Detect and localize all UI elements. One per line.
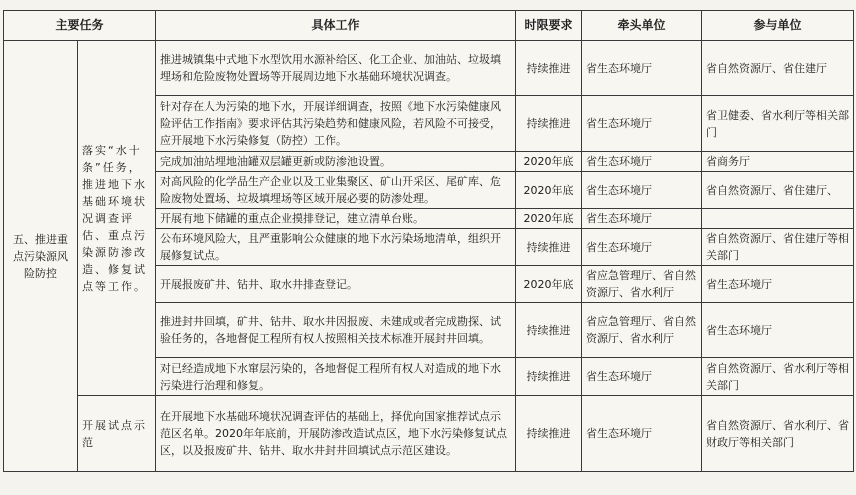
lead-cell: 省生态环境厅 (582, 229, 702, 266)
participants-cell: 省自然资源厅、省住建厅 (702, 41, 854, 96)
work-cell: 对高风险的化学品生产企业以及工业集聚区、矿山开采区、尾矿库、危险废物处置场、垃圾填埋场等区域开展必要的防渗处理。 (156, 172, 516, 209)
header-participants: 参与单位 (702, 11, 854, 41)
header-row (4, 11, 854, 41)
participants-cell: 省生态环境厅 (702, 266, 854, 303)
lead-cell: 省生态环境厅 (582, 396, 702, 472)
deadline-cell: 持续推进 (516, 358, 582, 396)
deadline-cell: 持续推进 (516, 229, 582, 266)
deadline-cell: 2020年底 (516, 209, 582, 229)
participants-cell: 省商务厅 (702, 152, 854, 172)
deadline-cell: 2020年底 (516, 172, 582, 209)
participants-cell: 省自然资源厅、省住建厅等相关部门 (702, 229, 854, 266)
deadline-cell: 2020年底 (516, 266, 582, 303)
header-lead: 牵头单位 (582, 11, 702, 41)
deadline-cell: 持续推进 (516, 303, 582, 358)
subtask-cell: 开展试点示范 (78, 396, 156, 472)
lead-cell: 省生态环境厅 (582, 209, 702, 229)
header-work: 具体工作 (156, 11, 516, 41)
work-cell: 对已经造成地下水窜层污染的，各地督促工程所有权人对造成的地下水污染进行治理和修复。 (156, 358, 516, 396)
participants-cell: 省自然资源厅、省水利厅、省财政厅等相关部门 (702, 396, 854, 472)
participants-cell: 省自然资源厅、省水利厅等相关部门 (702, 358, 854, 396)
deadline-cell: 2020年底 (516, 152, 582, 172)
header-task: 主要任务 (4, 11, 156, 41)
lead-cell: 省生态环境厅 (582, 172, 702, 209)
lead-cell: 省生态环境厅 (582, 96, 702, 152)
lead-cell: 省生态环境厅 (582, 358, 702, 396)
participants-cell: 省卫健委、省水利厅等相关部门 (702, 96, 854, 152)
subtask-cell: 落实“水十条”任务，推进地下水基础环境状况调查评估、重点污染源防渗改造、修复试点等工作。 (78, 41, 156, 396)
task-table (3, 10, 854, 472)
table-row (4, 396, 854, 472)
work-cell: 针对存在人为污染的地下水，开展详细调查，按照《地下水污染健康风险评估工作指南》要求评估其污染趋势和健康风险，若风险不可接受，应开展地下水污染修复（防控）工作。 (156, 96, 516, 152)
work-cell: 完成加油站埋地油罐双层罐更新或防渗池设置。 (156, 152, 516, 172)
lead-cell: 省生态环境厅 (582, 152, 702, 172)
main-task-cell: 五、推进重点污染源风险防控 (4, 41, 78, 472)
work-cell: 公布环境风险大，且严重影响公众健康的地下水污染场地清单，组织开展修复试点。 (156, 229, 516, 266)
lead-cell: 省应急管理厅、省自然资源厅、省水利厅 (582, 266, 702, 303)
work-cell: 开展有地下储罐的重点企业摸排登记，建立清单台账。 (156, 209, 516, 229)
lead-cell: 省生态环境厅 (582, 41, 702, 96)
work-cell: 推进城镇集中式地下水型饮用水源补给区、化工企业、加油站、垃圾填埋场和危险废物处置场等开展周边地下水基础环境状况调查。 (156, 41, 516, 96)
participants-cell: 省自然资源厅、省住建厅、 (702, 172, 854, 209)
header-deadline: 时限要求 (516, 11, 582, 41)
deadline-cell: 持续推进 (516, 396, 582, 472)
deadline-cell: 持续推进 (516, 96, 582, 152)
work-cell: 推进封井回填，矿井、钻井、取水井因报废、未建成或者完成勘探、试验任务的，各地督促工程所有权人按照相关技术标准开展封井回填。 (156, 303, 516, 358)
participants-cell (702, 209, 854, 229)
deadline-cell: 持续推进 (516, 41, 582, 96)
table-row (4, 41, 854, 96)
participants-cell: 省生态环境厅 (702, 303, 854, 358)
work-cell: 在开展地下水基础环境状况调查评估的基础上，择优向国家推荐试点示范区名单。2020年年底前，开展防渗改造试点区，地下水污染修复试点区，以及报废矿井、钻井、取水井封井回填试点示范区建设。 (156, 396, 516, 472)
work-cell: 开展报废矿井、钻井、取水井排查登记。 (156, 266, 516, 303)
lead-cell: 省应急管理厅、省自然资源厅、省水利厅 (582, 303, 702, 358)
